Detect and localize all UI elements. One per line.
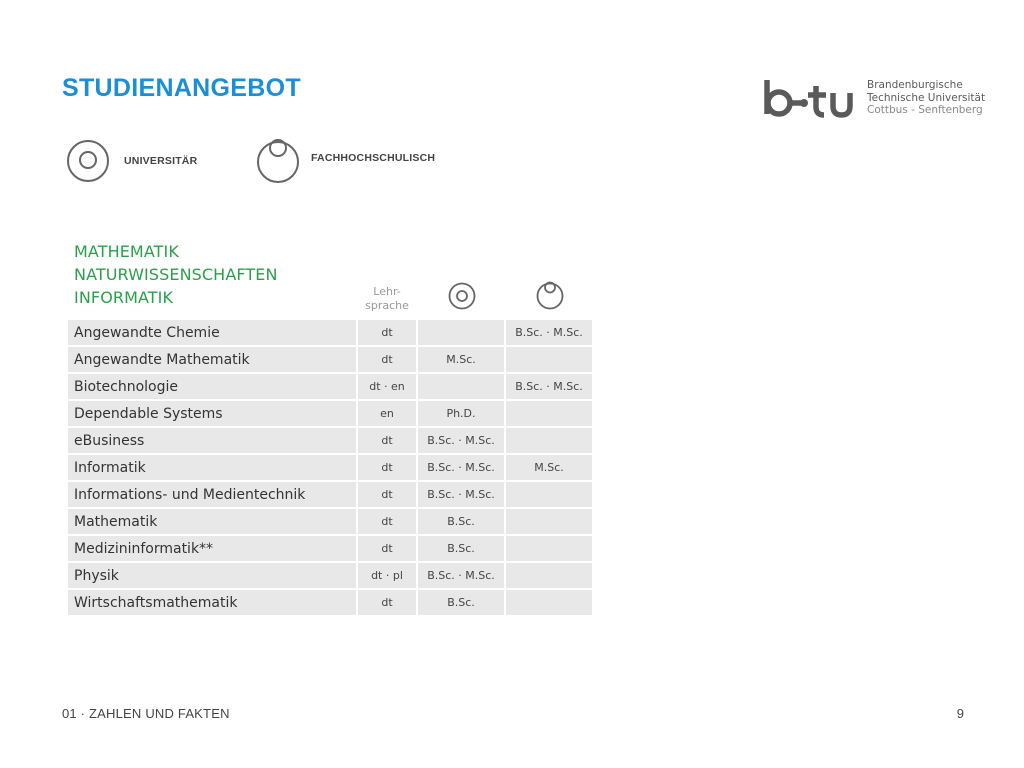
program-fh-degrees [506, 509, 592, 534]
program-fh-degrees [506, 401, 592, 426]
program-name: eBusiness [68, 428, 356, 453]
program-university-degrees: B.Sc. · M.Sc. [418, 428, 504, 453]
program-university-degrees: B.Sc. [418, 536, 504, 561]
programs-table [68, 320, 592, 617]
btu-logo-text [867, 79, 985, 117]
program-name: Physik [68, 563, 356, 588]
program-university-degrees: B.Sc. · M.Sc. [418, 563, 504, 588]
page-title: STUDIENANGEBOT [62, 74, 301, 102]
table-row [68, 482, 592, 509]
table-row [68, 428, 592, 455]
table-row [68, 455, 592, 482]
program-language: dt [358, 536, 416, 561]
btu-logo [762, 78, 986, 122]
program-name: Angewandte Chemie [68, 320, 356, 345]
program-name: Mathematik [68, 509, 356, 534]
logo-line-3: Cottbus - Senftenberg [867, 104, 983, 116]
program-name: Wirtschaftsmathematik [68, 590, 356, 615]
table-row [68, 536, 592, 563]
program-fh-degrees [506, 536, 592, 561]
page-number: 9 [956, 706, 964, 721]
column-header-language-line-1: Lehr- [373, 285, 401, 298]
program-fh-degrees: B.Sc. · M.Sc. [506, 374, 592, 399]
program-university-degrees [418, 374, 504, 399]
program-language: dt [358, 455, 416, 480]
program-language: dt [358, 482, 416, 507]
section-title-line-1: MATHEMATIK [74, 242, 179, 261]
section-title-line-3: INFORMATIK [74, 288, 174, 307]
footer-section-label: 01 · ZAHLEN UND FAKTEN [62, 706, 230, 721]
university-circle-icon [66, 138, 112, 184]
program-university-degrees: Ph.D. [418, 401, 504, 426]
table-row [68, 320, 592, 347]
program-language: dt [358, 320, 416, 345]
university-column-icon [447, 281, 477, 311]
table-row [68, 563, 592, 590]
logo-line-1: Brandenburgische [867, 79, 963, 91]
program-name: Medizininformatik** [68, 536, 356, 561]
program-university-degrees: B.Sc. [418, 509, 504, 534]
program-language: dt [358, 509, 416, 534]
program-university-degrees: B.Sc. · M.Sc. [418, 482, 504, 507]
section-title [74, 240, 278, 309]
program-name: Biotechnologie [68, 374, 356, 399]
program-fh-degrees [506, 428, 592, 453]
program-name: Dependable Systems [68, 401, 356, 426]
program-fh-degrees [506, 590, 592, 615]
table-row [68, 401, 592, 428]
program-name: Angewandte Mathematik [68, 347, 356, 372]
program-fh-degrees [506, 482, 592, 507]
program-university-degrees: B.Sc. · M.Sc. [418, 455, 504, 480]
fh-column-icon [534, 279, 566, 311]
program-university-degrees [418, 320, 504, 345]
column-header-language-line-2: sprache [365, 299, 409, 312]
program-name: Informations- und Medientechnik [68, 482, 356, 507]
program-language: dt [358, 590, 416, 615]
program-language: dt · en [358, 374, 416, 399]
table-row [68, 347, 592, 374]
program-language: dt · pl [358, 563, 416, 588]
table-row [68, 590, 592, 617]
btu-logo-mark [762, 78, 858, 120]
program-fh-degrees [506, 347, 592, 372]
program-fh-degrees [506, 563, 592, 588]
program-language: dt [358, 347, 416, 372]
program-university-degrees: M.Sc. [418, 347, 504, 372]
program-language: dt [358, 428, 416, 453]
program-fh-degrees: B.Sc. · M.Sc. [506, 320, 592, 345]
column-header-language [358, 285, 416, 313]
legend-fh-label: FACHHOCHSCHULISCH [311, 152, 436, 164]
section-title-line-2: NATURWISSENSCHAFTEN [74, 265, 278, 284]
table-row [68, 509, 592, 536]
program-language: en [358, 401, 416, 426]
logo-line-2: Technische Universität [867, 91, 986, 104]
legend-university-label: UNIVERSITÄR [124, 155, 198, 167]
program-fh-degrees: M.Sc. [506, 455, 592, 480]
program-name: Informatik [68, 455, 356, 480]
fh-circle-icon [256, 136, 302, 184]
program-university-degrees: B.Sc. [418, 590, 504, 615]
table-row [68, 374, 592, 401]
